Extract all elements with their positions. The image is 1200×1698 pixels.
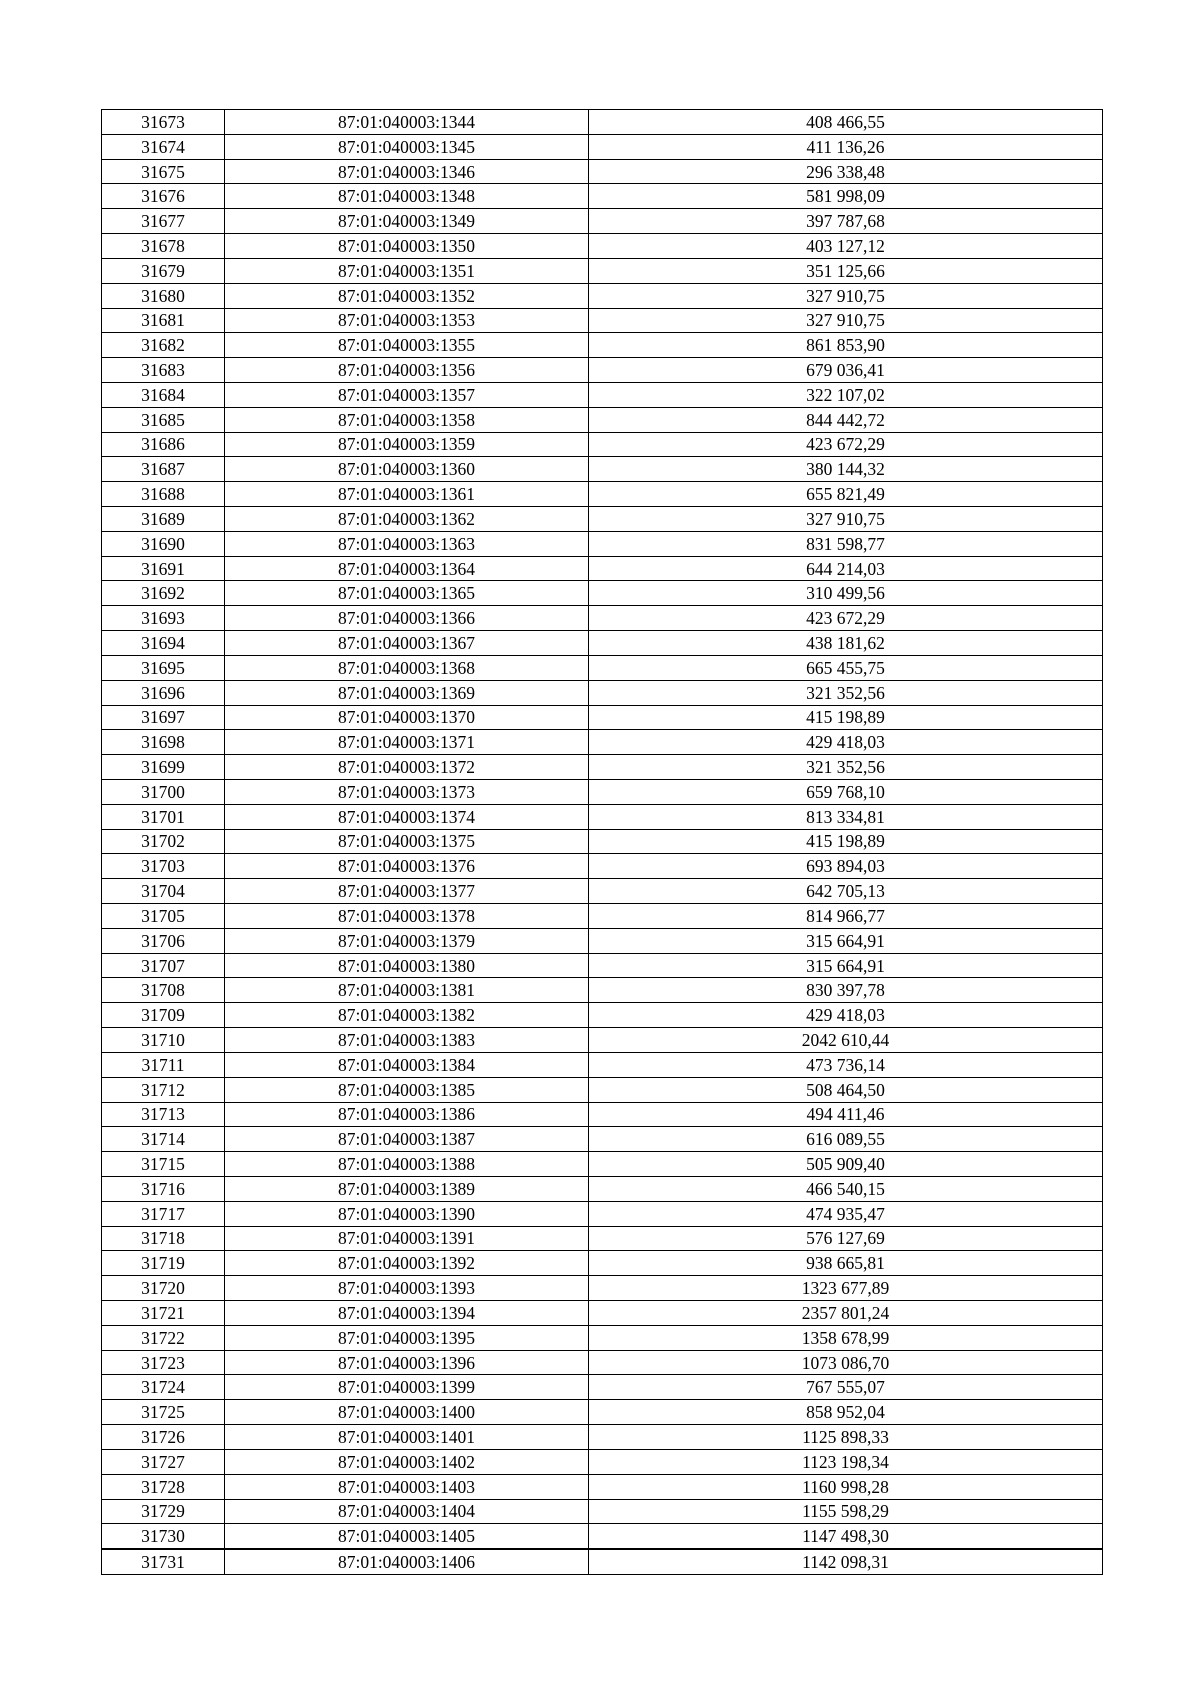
table-row: [102, 804, 1103, 829]
cadastral-number-cell: 87:01:040003:1358: [225, 407, 589, 432]
value-cell: 2042 610,44: [589, 1028, 1103, 1053]
table-row: [102, 1201, 1103, 1226]
cadastral-number-cell: 87:01:040003:1395: [225, 1325, 589, 1350]
value-cell: 1073 086,70: [589, 1350, 1103, 1375]
row-number-cell: 31695: [102, 655, 225, 680]
cadastral-number-cell: 87:01:040003:1349: [225, 209, 589, 234]
value-cell: 644 214,03: [589, 556, 1103, 581]
value-cell: 505 909,40: [589, 1152, 1103, 1177]
row-number-cell: 31699: [102, 755, 225, 780]
cadastral-number-cell: 87:01:040003:1394: [225, 1301, 589, 1326]
table-row: [102, 1077, 1103, 1102]
value-cell: 321 352,56: [589, 755, 1103, 780]
cadastral-number-cell: 87:01:040003:1371: [225, 730, 589, 755]
value-cell: 423 672,29: [589, 606, 1103, 631]
cadastral-number-cell: 87:01:040003:1401: [225, 1425, 589, 1450]
row-number-cell: 31703: [102, 854, 225, 879]
value-cell: 814 966,77: [589, 904, 1103, 929]
table-row: [102, 1325, 1103, 1350]
table-row: [102, 382, 1103, 407]
table-row: [102, 1152, 1103, 1177]
row-number-cell: 31681: [102, 308, 225, 333]
cadastral-number-cell: 87:01:040003:1370: [225, 705, 589, 730]
row-number-cell: 31693: [102, 606, 225, 631]
table-row: [102, 631, 1103, 656]
table-row: [102, 1028, 1103, 1053]
cadastral-number-cell: 87:01:040003:1353: [225, 308, 589, 333]
value-cell: 315 664,91: [589, 953, 1103, 978]
value-cell: 321 352,56: [589, 680, 1103, 705]
value-cell: 679 036,41: [589, 358, 1103, 383]
value-cell: 655 821,49: [589, 482, 1103, 507]
table-row: [102, 978, 1103, 1003]
row-number-cell: 31712: [102, 1077, 225, 1102]
cadastral-number-cell: 87:01:040003:1355: [225, 333, 589, 358]
value-cell: 403 127,12: [589, 234, 1103, 259]
cadastral-number-cell: 87:01:040003:1363: [225, 531, 589, 556]
value-cell: 508 464,50: [589, 1077, 1103, 1102]
table-row: [102, 159, 1103, 184]
table-row: [102, 531, 1103, 556]
cadastral-number-cell: 87:01:040003:1389: [225, 1176, 589, 1201]
table-row: [102, 234, 1103, 259]
row-number-cell: 31710: [102, 1028, 225, 1053]
table-body: [102, 110, 1103, 1575]
table-row: [102, 1524, 1103, 1549]
value-cell: 296 338,48: [589, 159, 1103, 184]
value-cell: 813 334,81: [589, 804, 1103, 829]
value-cell: 397 787,68: [589, 209, 1103, 234]
cadastral-number-cell: 87:01:040003:1367: [225, 631, 589, 656]
row-number-cell: 31705: [102, 904, 225, 929]
row-number-cell: 31691: [102, 556, 225, 581]
table-row: [102, 457, 1103, 482]
row-number-cell: 31686: [102, 432, 225, 457]
row-number-cell: 31711: [102, 1052, 225, 1077]
table-row: [102, 110, 1103, 135]
row-number-cell: 31719: [102, 1251, 225, 1276]
table-row: [102, 755, 1103, 780]
value-cell: 351 125,66: [589, 258, 1103, 283]
cadastral-number-cell: 87:01:040003:1375: [225, 829, 589, 854]
cadastral-number-cell: 87:01:040003:1378: [225, 904, 589, 929]
value-cell: 327 910,75: [589, 507, 1103, 532]
cadastral-number-cell: 87:01:040003:1400: [225, 1400, 589, 1425]
value-cell: 494 411,46: [589, 1102, 1103, 1127]
row-number-cell: 31680: [102, 283, 225, 308]
cadastral-number-cell: 87:01:040003:1356: [225, 358, 589, 383]
cadastral-number-cell: 87:01:040003:1384: [225, 1052, 589, 1077]
table-row: [102, 829, 1103, 854]
row-number-cell: 31707: [102, 953, 225, 978]
cadastral-number-cell: 87:01:040003:1348: [225, 184, 589, 209]
value-cell: 659 768,10: [589, 779, 1103, 804]
row-number-cell: 31702: [102, 829, 225, 854]
table-row: [102, 1176, 1103, 1201]
table-row: [102, 432, 1103, 457]
value-cell: 844 442,72: [589, 407, 1103, 432]
value-cell: 938 665,81: [589, 1251, 1103, 1276]
row-number-cell: 31683: [102, 358, 225, 383]
table-row: [102, 209, 1103, 234]
cadastral-number-cell: 87:01:040003:1377: [225, 879, 589, 904]
row-number-cell: 31679: [102, 258, 225, 283]
value-cell: 1323 677,89: [589, 1276, 1103, 1301]
cadastral-number-cell: 87:01:040003:1345: [225, 134, 589, 159]
row-number-cell: 31723: [102, 1350, 225, 1375]
value-cell: 327 910,75: [589, 308, 1103, 333]
cadastral-number-cell: 87:01:040003:1350: [225, 234, 589, 259]
value-cell: 429 418,03: [589, 730, 1103, 755]
cadastral-number-cell: 87:01:040003:1399: [225, 1375, 589, 1400]
row-number-cell: 31726: [102, 1425, 225, 1450]
cadastral-number-cell: 87:01:040003:1369: [225, 680, 589, 705]
table-row: [102, 1350, 1103, 1375]
table-row: [102, 184, 1103, 209]
row-number-cell: 31721: [102, 1301, 225, 1326]
row-number-cell: 31718: [102, 1226, 225, 1251]
row-number-cell: 31708: [102, 978, 225, 1003]
row-number-cell: 31725: [102, 1400, 225, 1425]
table-row: [102, 581, 1103, 606]
cadastral-number-cell: 87:01:040003:1393: [225, 1276, 589, 1301]
cadastral-number-cell: 87:01:040003:1385: [225, 1077, 589, 1102]
table-row: [102, 1400, 1103, 1425]
table-row: [102, 1102, 1103, 1127]
cadastral-number-cell: 87:01:040003:1368: [225, 655, 589, 680]
row-number-cell: 31713: [102, 1102, 225, 1127]
row-number-cell: 31720: [102, 1276, 225, 1301]
row-number-cell: 31715: [102, 1152, 225, 1177]
value-cell: 2357 801,24: [589, 1301, 1103, 1326]
cadastral-number-cell: 87:01:040003:1372: [225, 755, 589, 780]
value-cell: 473 736,14: [589, 1052, 1103, 1077]
table-row: [102, 1449, 1103, 1474]
row-number-cell: 31684: [102, 382, 225, 407]
row-number-cell: 31685: [102, 407, 225, 432]
value-cell: 1358 678,99: [589, 1325, 1103, 1350]
table-row: [102, 1052, 1103, 1077]
cadastral-number-cell: 87:01:040003:1361: [225, 482, 589, 507]
table-row: [102, 953, 1103, 978]
table-row: [102, 134, 1103, 159]
value-cell: 474 935,47: [589, 1201, 1103, 1226]
row-number-cell: 31692: [102, 581, 225, 606]
table-row: [102, 655, 1103, 680]
row-number-cell: 31717: [102, 1201, 225, 1226]
cadastral-number-cell: 87:01:040003:1380: [225, 953, 589, 978]
cadastral-number-cell: 87:01:040003:1364: [225, 556, 589, 581]
row-number-cell: 31688: [102, 482, 225, 507]
value-cell: 1125 898,33: [589, 1425, 1103, 1450]
table-row: [102, 680, 1103, 705]
table-row: [102, 1251, 1103, 1276]
table-row: [102, 1425, 1103, 1450]
cadastral-number-cell: 87:01:040003:1405: [225, 1524, 589, 1549]
cadastral-number-cell: 87:01:040003:1404: [225, 1499, 589, 1524]
cadastral-number-cell: 87:01:040003:1382: [225, 1003, 589, 1028]
cadastral-number-cell: 87:01:040003:1392: [225, 1251, 589, 1276]
value-cell: 767 555,07: [589, 1375, 1103, 1400]
cadastral-number-cell: 87:01:040003:1344: [225, 110, 589, 135]
value-cell: 327 910,75: [589, 283, 1103, 308]
table-row: [102, 1301, 1103, 1326]
row-number-cell: 31677: [102, 209, 225, 234]
cadastral-number-cell: 87:01:040003:1351: [225, 258, 589, 283]
row-number-cell: 31731: [102, 1549, 225, 1574]
table-row: [102, 854, 1103, 879]
row-number-cell: 31730: [102, 1524, 225, 1549]
row-number-cell: 31700: [102, 779, 225, 804]
row-number-cell: 31697: [102, 705, 225, 730]
row-number-cell: 31678: [102, 234, 225, 259]
table-row: [102, 407, 1103, 432]
value-cell: 322 107,02: [589, 382, 1103, 407]
value-cell: 1160 998,28: [589, 1474, 1103, 1499]
value-cell: 831 598,77: [589, 531, 1103, 556]
value-cell: 665 455,75: [589, 655, 1103, 680]
value-cell: 1142 098,31: [589, 1549, 1103, 1574]
row-number-cell: 31682: [102, 333, 225, 358]
table-row: [102, 283, 1103, 308]
table-row: [102, 1549, 1103, 1574]
value-cell: 576 127,69: [589, 1226, 1103, 1251]
cadastral-number-cell: 87:01:040003:1381: [225, 978, 589, 1003]
cadastral-number-cell: 87:01:040003:1374: [225, 804, 589, 829]
value-cell: 830 397,78: [589, 978, 1103, 1003]
row-number-cell: 31727: [102, 1449, 225, 1474]
value-cell: 310 499,56: [589, 581, 1103, 606]
cadastral-number-cell: 87:01:040003:1383: [225, 1028, 589, 1053]
cadastral-number-cell: 87:01:040003:1366: [225, 606, 589, 631]
value-cell: 415 198,89: [589, 829, 1103, 854]
cadastral-number-cell: 87:01:040003:1352: [225, 283, 589, 308]
table-row: [102, 1003, 1103, 1028]
cadastral-number-cell: 87:01:040003:1359: [225, 432, 589, 457]
row-number-cell: 31709: [102, 1003, 225, 1028]
cadastral-number-cell: 87:01:040003:1402: [225, 1449, 589, 1474]
cadastral-number-cell: 87:01:040003:1406: [225, 1549, 589, 1574]
row-number-cell: 31728: [102, 1474, 225, 1499]
value-cell: 423 672,29: [589, 432, 1103, 457]
value-cell: 581 998,09: [589, 184, 1103, 209]
cadastral-number-cell: 87:01:040003:1376: [225, 854, 589, 879]
cadastral-number-cell: 87:01:040003:1346: [225, 159, 589, 184]
value-cell: 415 198,89: [589, 705, 1103, 730]
row-number-cell: 31676: [102, 184, 225, 209]
row-number-cell: 31694: [102, 631, 225, 656]
cadastral-number-cell: 87:01:040003:1379: [225, 928, 589, 953]
value-cell: 616 089,55: [589, 1127, 1103, 1152]
row-number-cell: 31714: [102, 1127, 225, 1152]
row-number-cell: 31696: [102, 680, 225, 705]
value-cell: 315 664,91: [589, 928, 1103, 953]
value-cell: 411 136,26: [589, 134, 1103, 159]
table-row: [102, 556, 1103, 581]
table-row: [102, 879, 1103, 904]
table-row: [102, 1499, 1103, 1524]
row-number-cell: 31687: [102, 457, 225, 482]
value-cell: 1147 498,30: [589, 1524, 1103, 1549]
value-cell: 642 705,13: [589, 879, 1103, 904]
cadastral-number-cell: 87:01:040003:1357: [225, 382, 589, 407]
row-number-cell: 31716: [102, 1176, 225, 1201]
table-row: [102, 333, 1103, 358]
row-number-cell: 31706: [102, 928, 225, 953]
cadastral-number-cell: 87:01:040003:1365: [225, 581, 589, 606]
table-row: [102, 358, 1103, 383]
table-row: [102, 705, 1103, 730]
cadastral-number-cell: 87:01:040003:1388: [225, 1152, 589, 1177]
value-cell: 466 540,15: [589, 1176, 1103, 1201]
table-row: [102, 904, 1103, 929]
row-number-cell: 31673: [102, 110, 225, 135]
cadastral-value-table: [101, 109, 1103, 1575]
table-row: [102, 779, 1103, 804]
row-number-cell: 31722: [102, 1325, 225, 1350]
value-cell: 1155 598,29: [589, 1499, 1103, 1524]
row-number-cell: 31698: [102, 730, 225, 755]
row-number-cell: 31674: [102, 134, 225, 159]
cadastral-number-cell: 87:01:040003:1391: [225, 1226, 589, 1251]
value-cell: 380 144,32: [589, 457, 1103, 482]
row-number-cell: 31675: [102, 159, 225, 184]
cadastral-number-cell: 87:01:040003:1373: [225, 779, 589, 804]
value-cell: 693 894,03: [589, 854, 1103, 879]
value-cell: 858 952,04: [589, 1400, 1103, 1425]
table-row: [102, 258, 1103, 283]
table-row: [102, 1474, 1103, 1499]
value-cell: 408 466,55: [589, 110, 1103, 135]
row-number-cell: 31724: [102, 1375, 225, 1400]
cadastral-number-cell: 87:01:040003:1360: [225, 457, 589, 482]
table-row: [102, 1127, 1103, 1152]
table-row: [102, 1375, 1103, 1400]
table-row: [102, 928, 1103, 953]
cadastral-number-cell: 87:01:040003:1386: [225, 1102, 589, 1127]
value-cell: 429 418,03: [589, 1003, 1103, 1028]
cadastral-number-cell: 87:01:040003:1396: [225, 1350, 589, 1375]
table-row: [102, 1276, 1103, 1301]
cadastral-number-cell: 87:01:040003:1390: [225, 1201, 589, 1226]
table-row: [102, 730, 1103, 755]
value-cell: 1123 198,34: [589, 1449, 1103, 1474]
row-number-cell: 31701: [102, 804, 225, 829]
table-row: [102, 308, 1103, 333]
value-cell: 438 181,62: [589, 631, 1103, 656]
cadastral-number-cell: 87:01:040003:1387: [225, 1127, 589, 1152]
cadastral-number-cell: 87:01:040003:1403: [225, 1474, 589, 1499]
value-cell: 861 853,90: [589, 333, 1103, 358]
table-row: [102, 606, 1103, 631]
row-number-cell: 31689: [102, 507, 225, 532]
table-row: [102, 507, 1103, 532]
row-number-cell: 31704: [102, 879, 225, 904]
row-number-cell: 31729: [102, 1499, 225, 1524]
table-row: [102, 1226, 1103, 1251]
cadastral-number-cell: 87:01:040003:1362: [225, 507, 589, 532]
table-row: [102, 482, 1103, 507]
row-number-cell: 31690: [102, 531, 225, 556]
